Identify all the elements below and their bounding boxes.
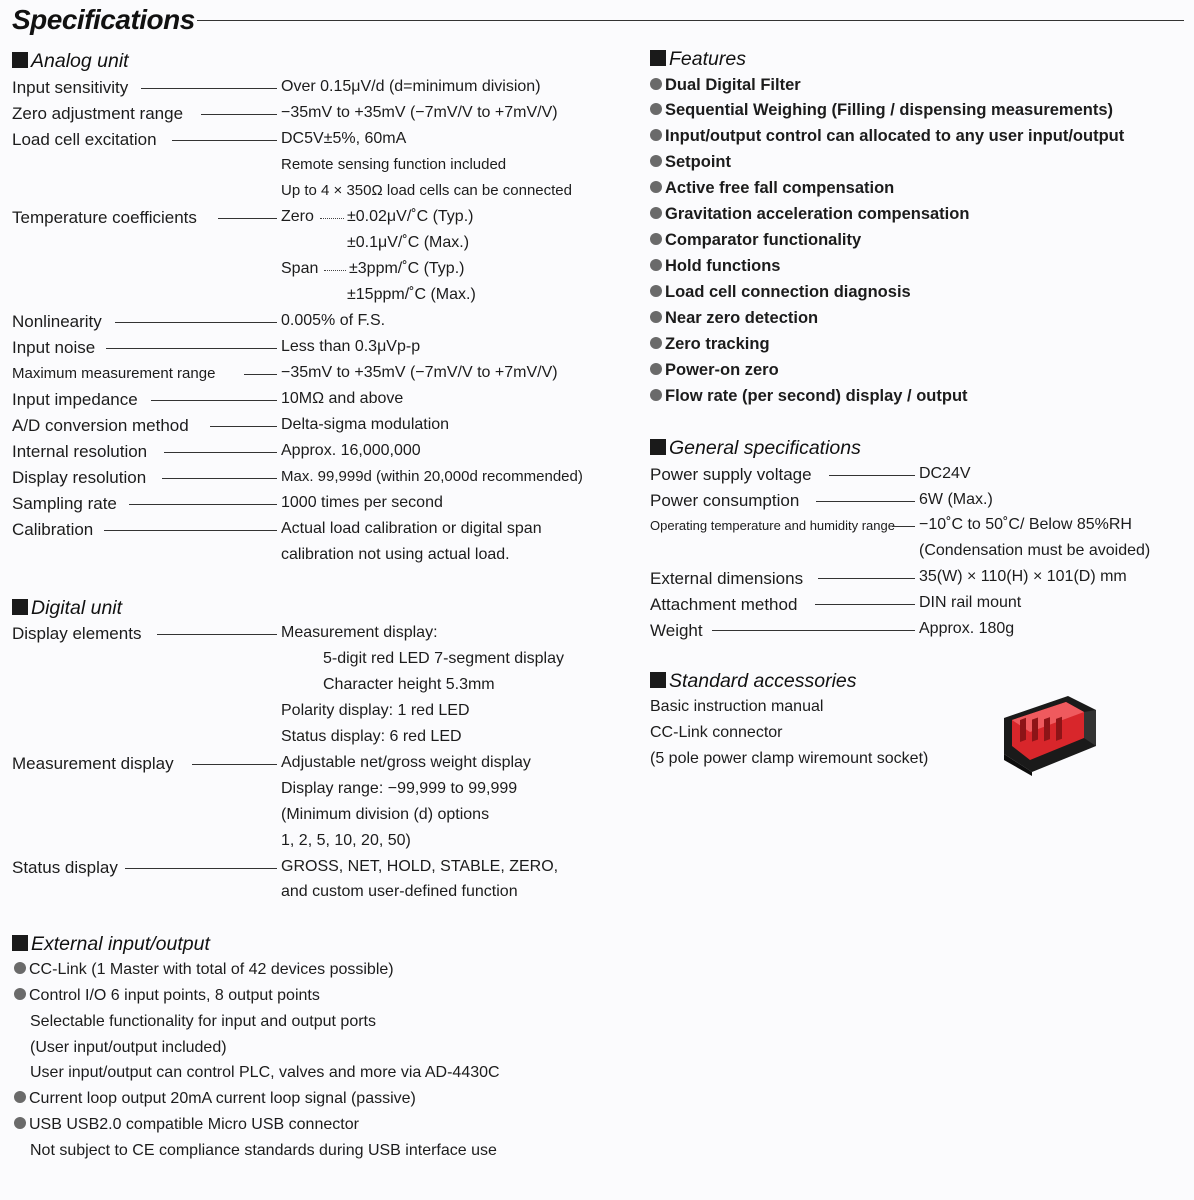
bullet-icon — [650, 78, 662, 90]
feature-item: Gravitation acceleration compensation — [650, 205, 969, 224]
bullet-icon — [650, 103, 662, 115]
leader-line — [201, 114, 277, 115]
feature-item: Flow rate (per second) display / output — [650, 387, 968, 406]
bullet-icon — [650, 129, 662, 141]
title-rule — [197, 20, 1184, 21]
general-spec-heading: General specifications — [650, 437, 861, 460]
external-io-subline: Selectable functionality for input and output ports — [30, 1013, 376, 1030]
sampling-rate-value: 1000 times per second — [281, 494, 443, 511]
leader-line — [815, 604, 915, 605]
bullet-icon — [650, 181, 662, 193]
power-consumption-value: 6W (Max.) — [919, 491, 993, 508]
feature-item: Power-on zero — [650, 361, 779, 380]
power-voltage-label: Power supply voltage — [650, 465, 812, 484]
dotted-leader — [320, 218, 344, 219]
display-elements-v3: Character height 5.3mm — [323, 676, 495, 693]
cc-link-connector-icon — [998, 688, 1098, 778]
section-square-icon — [12, 599, 28, 615]
temperature-span-label: Span — [281, 260, 319, 277]
ad-conversion-value: Delta-sigma modulation — [281, 416, 450, 433]
feature-item: Load cell connection diagnosis — [650, 283, 911, 302]
input-noise-label: Input noise — [12, 338, 96, 357]
calibration-label: Calibration — [12, 520, 94, 539]
section-square-icon — [12, 935, 28, 951]
dimensions-label: External dimensions — [650, 569, 804, 588]
external-io-subline: User input/output can control PLC, valves and more via AD-4430C — [30, 1064, 500, 1081]
temperature-zero-label: Zero — [281, 208, 314, 225]
leader-line — [172, 140, 277, 141]
nonlinearity-value: 0.005% of F.S. — [281, 312, 386, 329]
leader-line — [218, 218, 277, 219]
external-io-heading: External input/output — [12, 933, 210, 956]
temperature-label: Temperature coefficients — [12, 208, 197, 227]
feature-item: Hold functions — [650, 257, 780, 276]
attachment-label: Attachment method — [650, 595, 798, 614]
external-io-subline: (User input/output included) — [30, 1039, 227, 1056]
measurement-display-v4: 1, 2, 5, 10, 20, 50) — [281, 832, 411, 849]
external-io-item: Control I/O 6 input points, 8 output points — [14, 987, 320, 1005]
leader-line — [829, 475, 915, 476]
weight-label: Weight — [650, 621, 703, 640]
display-elements-v5: Status display: 6 red LED — [281, 728, 462, 745]
temperature-span-typ: ±3ppm/˚C (Typ.) — [349, 260, 465, 277]
display-elements-v2: 5-digit red LED 7-segment display — [323, 650, 565, 667]
feature-item: Input/output control can allocated to any user input/output — [650, 127, 1124, 146]
leader-line — [151, 400, 277, 401]
leader-line — [712, 630, 915, 631]
temperature-span-max: ±15ppm/˚C (Max.) — [347, 286, 476, 303]
feature-item: Comparator functionality — [650, 231, 861, 250]
input-sensitivity-value: Over 0.15μV/d (d=minimum division) — [281, 78, 541, 95]
external-io-item: CC-Link (1 Master with total of 42 devices possible) — [14, 961, 394, 979]
bullet-icon — [14, 1117, 26, 1129]
leader-line — [892, 526, 915, 527]
calibration-value: Actual load calibration or digital span — [281, 520, 542, 537]
status-display-v2: and custom user-defined function — [281, 883, 518, 900]
calibration-line2: calibration not using actual load. — [281, 546, 510, 563]
bullet-icon — [650, 233, 662, 245]
ad-conversion-label: A/D conversion method — [12, 416, 189, 435]
display-resolution-label: Display resolution — [12, 468, 147, 487]
dotted-leader — [324, 270, 346, 271]
excitation-label: Load cell excitation — [12, 130, 157, 149]
accessory-item: (5 pole power clamp wiremount socket) — [650, 750, 929, 767]
page-title: Specifications — [12, 4, 195, 35]
power-consumption-label: Power consumption — [650, 491, 800, 510]
bullet-icon — [14, 962, 26, 974]
temperature-zero-max: ±0.1μV/˚C (Max.) — [347, 234, 470, 251]
feature-item: Sequential Weighing (Filling / dispensing measurements) — [650, 101, 1113, 120]
feature-item: Dual Digital Filter — [650, 76, 801, 95]
nonlinearity-label: Nonlinearity — [12, 312, 102, 331]
bullet-icon — [650, 259, 662, 271]
leader-line — [129, 504, 277, 505]
status-display-v1: GROSS, NET, HOLD, STABLE, ZERO, — [281, 858, 559, 875]
input-impedance-value: 10MΩ and above — [281, 390, 404, 407]
leader-line — [244, 374, 277, 375]
excitation-line2: Remote sensing function included — [281, 156, 507, 173]
feature-item: Active free fall compensation — [650, 179, 894, 198]
leader-line — [162, 478, 277, 479]
bullet-icon — [650, 363, 662, 375]
accessories-heading: Standard accessories — [650, 670, 857, 693]
leader-line — [104, 530, 277, 531]
display-elements-v4: Polarity display: 1 red LED — [281, 702, 470, 719]
section-square-icon — [12, 52, 28, 68]
leader-line — [210, 426, 277, 427]
leader-line — [164, 452, 277, 453]
bullet-icon — [650, 337, 662, 349]
temperature-zero-typ: ±0.02μV/˚C (Typ.) — [347, 208, 474, 225]
input-sensitivity-label: Input sensitivity — [12, 78, 129, 97]
digital-unit-heading: Digital unit — [12, 597, 122, 620]
bullet-icon — [650, 207, 662, 219]
features-heading: Features — [650, 48, 746, 71]
section-square-icon — [650, 439, 666, 455]
leader-line — [157, 634, 277, 635]
internal-resolution-label: Internal resolution — [12, 442, 148, 461]
sampling-rate-label: Sampling rate — [12, 494, 117, 513]
accessory-item: Basic instruction manual — [650, 698, 824, 715]
leader-line — [115, 322, 277, 323]
status-display-label: Status display — [12, 858, 118, 877]
operating-range-line2: (Condensation must be avoided) — [919, 542, 1151, 559]
input-impedance-label: Input impedance — [12, 390, 138, 409]
excitation-value: DC5V±5%, 60mA — [281, 130, 407, 147]
zero-adjustment-value: −35mV to +35mV (−7mV/V to +7mV/V) — [281, 104, 558, 121]
dimensions-value: 35(W) × 110(H) × 101(D) mm — [919, 568, 1127, 585]
display-resolution-value: Max. 99,999d (within 20,000d recommended) — [281, 468, 583, 485]
operating-range-value: −10˚C to 50˚C/ Below 85%RH — [919, 516, 1132, 533]
leader-line — [106, 348, 277, 349]
measurement-display-label: Measurement display — [12, 754, 174, 773]
bullet-icon — [650, 285, 662, 297]
display-elements-v1: Measurement display: — [281, 624, 438, 641]
external-io-item: USB USB2.0 compatible Micro USB connector — [14, 1116, 359, 1134]
section-square-icon — [650, 672, 666, 688]
zero-adjustment-label: Zero adjustment range — [12, 104, 184, 123]
leader-line — [818, 578, 915, 579]
power-voltage-value: DC24V — [919, 465, 971, 482]
attachment-value: DIN rail mount — [919, 594, 1022, 611]
leader-line — [816, 501, 915, 502]
bullet-icon — [650, 155, 662, 167]
internal-resolution-value: Approx. 16,000,000 — [281, 442, 421, 459]
leader-line — [141, 88, 277, 89]
weight-value: Approx. 180g — [919, 620, 1015, 637]
leader-line — [125, 868, 277, 869]
bullet-icon — [650, 389, 662, 401]
bullet-icon — [650, 311, 662, 323]
excitation-line3: Up to 4 × 350Ω load cells can be connected — [281, 182, 572, 199]
feature-item: Setpoint — [650, 153, 731, 172]
external-io-subline: Not subject to CE compliance standards during USB interface use — [30, 1142, 497, 1159]
leader-line — [192, 764, 277, 765]
analog-unit-heading: Analog unit — [12, 50, 129, 73]
operating-range-label: Operating temperature and humidity range — [650, 518, 895, 533]
measurement-display-v1: Adjustable net/gross weight display — [281, 754, 531, 771]
max-range-value: −35mV to +35mV (−7mV/V to +7mV/V) — [281, 364, 558, 381]
measurement-display-v3: (Minimum division (d) options — [281, 806, 490, 823]
measurement-display-v2: Display range: −99,999 to 99,999 — [281, 780, 518, 797]
section-square-icon — [650, 50, 666, 66]
display-elements-label: Display elements — [12, 624, 142, 643]
external-io-item: Current loop output 20mA current loop signal (passive) — [14, 1090, 416, 1108]
bullet-icon — [14, 988, 26, 1000]
feature-item: Near zero detection — [650, 309, 818, 328]
bullet-icon — [14, 1091, 26, 1103]
input-noise-value: Less than 0.3μVp-p — [281, 338, 421, 355]
max-range-label: Maximum measurement range — [12, 365, 216, 382]
feature-item: Zero tracking — [650, 335, 770, 354]
accessory-item: CC-Link connector — [650, 724, 783, 741]
